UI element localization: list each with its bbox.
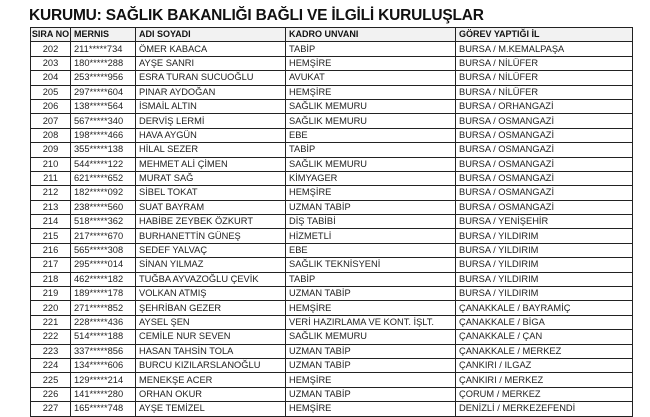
location-cell: BURSA / NİLÜFER bbox=[456, 85, 633, 99]
sira-no-cell: 202 bbox=[31, 42, 71, 56]
name-cell: AYŞE TEMİZEL bbox=[136, 402, 286, 416]
location-cell: BURSA / OSMANGAZİ bbox=[456, 186, 633, 200]
header-kadro-unvani: KADRO UNVANI bbox=[286, 28, 456, 42]
table-row bbox=[31, 258, 633, 272]
mernis-cell: 514*****188 bbox=[71, 330, 136, 344]
mernis-cell: 462*****182 bbox=[71, 272, 136, 286]
location-cell: BURSA / OSMANGAZİ bbox=[456, 128, 633, 142]
location-cell: ÇANAKKALE / BAYRAMİÇ bbox=[456, 301, 633, 315]
title-cell: HEMŞİRE bbox=[286, 373, 456, 387]
header-gorev-yaptigi-il: GÖREV YAPTIĞI İL bbox=[456, 28, 633, 42]
title-cell: HEMŞİRE bbox=[286, 186, 456, 200]
table-row bbox=[31, 387, 633, 401]
location-cell: BURSA / YILDIRIM bbox=[456, 272, 633, 286]
name-cell: HABİBE ZEYBEK ÖZKURT bbox=[136, 215, 286, 229]
mernis-cell: 518*****362 bbox=[71, 215, 136, 229]
title-cell: HEMŞİRE bbox=[286, 85, 456, 99]
sira-no-cell: 210 bbox=[31, 157, 71, 171]
table-row bbox=[31, 85, 633, 99]
sira-no-cell: 225 bbox=[31, 373, 71, 387]
personnel-table bbox=[30, 27, 633, 417]
mernis-cell: 253*****956 bbox=[71, 71, 136, 85]
table-row bbox=[31, 272, 633, 286]
table-row bbox=[31, 186, 633, 200]
table-header-row bbox=[31, 28, 633, 42]
title-cell: SAĞLIK MEMURU bbox=[286, 114, 456, 128]
title-cell: UZMAN TABİP bbox=[286, 344, 456, 358]
table-row bbox=[31, 315, 633, 329]
name-cell: ŞEHRİBAN GEZER bbox=[136, 301, 286, 315]
location-cell: BURSA / OSMANGAZİ bbox=[456, 200, 633, 214]
table-row bbox=[31, 56, 633, 70]
sira-no-cell: 216 bbox=[31, 243, 71, 257]
name-cell: HASAN TAHSİN TOLA bbox=[136, 344, 286, 358]
table-row bbox=[31, 157, 633, 171]
name-cell: SİBEL TOKAT bbox=[136, 186, 286, 200]
name-cell: ESRA TURAN SUCUOĞLU bbox=[136, 71, 286, 85]
sira-no-cell: 215 bbox=[31, 229, 71, 243]
sira-no-cell: 226 bbox=[31, 387, 71, 401]
sira-no-cell: 220 bbox=[31, 301, 71, 315]
title-cell: DİŞ TABİBİ bbox=[286, 215, 456, 229]
location-cell: BURSA / YILDIRIM bbox=[456, 287, 633, 301]
sira-no-cell: 207 bbox=[31, 114, 71, 128]
table-row bbox=[31, 402, 633, 416]
name-cell: AYŞE SANRI bbox=[136, 56, 286, 70]
title-cell: SAĞLIK MEMURU bbox=[286, 99, 456, 113]
location-cell: ÇANAKKALE / ÇAN bbox=[456, 330, 633, 344]
mernis-cell: 621*****652 bbox=[71, 171, 136, 185]
name-cell: MENEKŞE ACER bbox=[136, 373, 286, 387]
title-cell: HİZMETLİ bbox=[286, 229, 456, 243]
table-row bbox=[31, 42, 633, 56]
location-cell: BURSA / YILDIRIM bbox=[456, 243, 633, 257]
mernis-cell: 217*****670 bbox=[71, 229, 136, 243]
sira-no-cell: 213 bbox=[31, 200, 71, 214]
mernis-cell: 271*****852 bbox=[71, 301, 136, 315]
title-cell: VERİ HAZIRLAMA VE KONT. İŞLT. bbox=[286, 315, 456, 329]
document-title: KURUMU: SAĞLIK BAKANLIĞI BAĞLI VE İLGİLİ KURULUŞLAR bbox=[29, 7, 484, 24]
sira-no-cell: 212 bbox=[31, 186, 71, 200]
title-cell: HEMŞİRE bbox=[286, 301, 456, 315]
table-row bbox=[31, 287, 633, 301]
location-cell: BURSA / OSMANGAZİ bbox=[456, 157, 633, 171]
location-cell: ÇANAKKALE / BİGA bbox=[456, 315, 633, 329]
mernis-cell: 129*****214 bbox=[71, 373, 136, 387]
name-cell: TUĞBA AYVAZOĞLU ÇEVİK bbox=[136, 272, 286, 286]
sira-no-cell: 223 bbox=[31, 344, 71, 358]
table-row bbox=[31, 215, 633, 229]
mernis-cell: 567*****340 bbox=[71, 114, 136, 128]
title-cell: UZMAN TABİP bbox=[286, 358, 456, 372]
name-cell: ORHAN OKUR bbox=[136, 387, 286, 401]
name-cell: CEMİLE NUR SEVEN bbox=[136, 330, 286, 344]
title-cell: UZMAN TABİP bbox=[286, 200, 456, 214]
table-row bbox=[31, 71, 633, 85]
mernis-cell: 180*****288 bbox=[71, 56, 136, 70]
title-cell: EBE bbox=[286, 128, 456, 142]
mernis-cell: 565*****308 bbox=[71, 243, 136, 257]
header-mernis: MERNIS bbox=[71, 28, 136, 42]
location-cell: ÇANAKKALE / MERKEZ bbox=[456, 344, 633, 358]
location-cell: BURSA / YILDIRIM bbox=[456, 229, 633, 243]
sira-no-cell: 217 bbox=[31, 258, 71, 272]
sira-no-cell: 208 bbox=[31, 128, 71, 142]
table-row bbox=[31, 301, 633, 315]
name-cell: ÖMER KABACA bbox=[136, 42, 286, 56]
table-row bbox=[31, 200, 633, 214]
table-row bbox=[31, 373, 633, 387]
sira-no-cell: 227 bbox=[31, 402, 71, 416]
table-row bbox=[31, 243, 633, 257]
name-cell: SUAT BAYRAM bbox=[136, 200, 286, 214]
location-cell: BURSA / YENİŞEHİR bbox=[456, 215, 633, 229]
table-row bbox=[31, 143, 633, 157]
name-cell: SEDEF YALVAÇ bbox=[136, 243, 286, 257]
sira-no-cell: 221 bbox=[31, 315, 71, 329]
title-cell: UZMAN TABİP bbox=[286, 287, 456, 301]
header-sira-no: SIRA NO bbox=[31, 28, 71, 42]
name-cell: DERVİŞ LERMİ bbox=[136, 114, 286, 128]
title-cell: UZMAN TABİP bbox=[286, 387, 456, 401]
sira-no-cell: 224 bbox=[31, 358, 71, 372]
mernis-cell: 211*****734 bbox=[71, 42, 136, 56]
sira-no-cell: 203 bbox=[31, 56, 71, 70]
table-row bbox=[31, 344, 633, 358]
title-cell: SAĞLIK MEMURU bbox=[286, 330, 456, 344]
mernis-cell: 295*****014 bbox=[71, 258, 136, 272]
mernis-cell: 141*****280 bbox=[71, 387, 136, 401]
name-cell: VOLKAN ATMIŞ bbox=[136, 287, 286, 301]
location-cell: BURSA / ORHANGAZİ bbox=[456, 99, 633, 113]
name-cell: SİNAN YILMAZ bbox=[136, 258, 286, 272]
mernis-cell: 355*****138 bbox=[71, 143, 136, 157]
title-cell: HEMŞİRE bbox=[286, 56, 456, 70]
table-row bbox=[31, 229, 633, 243]
sira-no-cell: 204 bbox=[31, 71, 71, 85]
table-row bbox=[31, 128, 633, 142]
sira-no-cell: 211 bbox=[31, 171, 71, 185]
title-cell: TABİP bbox=[286, 272, 456, 286]
title-cell: AVUKAT bbox=[286, 71, 456, 85]
location-cell: BURSA / NİLÜFER bbox=[456, 56, 633, 70]
mernis-cell: 138*****564 bbox=[71, 99, 136, 113]
name-cell: AYSEL ŞEN bbox=[136, 315, 286, 329]
sira-no-cell: 219 bbox=[31, 287, 71, 301]
name-cell: BURCU KIZILARSLANOĞLU bbox=[136, 358, 286, 372]
name-cell: BURHANETTİN GÜNEŞ bbox=[136, 229, 286, 243]
mernis-cell: 189*****178 bbox=[71, 287, 136, 301]
table-row bbox=[31, 114, 633, 128]
mernis-cell: 198*****466 bbox=[71, 128, 136, 142]
title-cell: SAĞLIK TEKNİSYENİ bbox=[286, 258, 456, 272]
sira-no-cell: 209 bbox=[31, 143, 71, 157]
table-row bbox=[31, 171, 633, 185]
name-cell: MEHMET ALİ ÇİMEN bbox=[136, 157, 286, 171]
table-row bbox=[31, 99, 633, 113]
mernis-cell: 238*****560 bbox=[71, 200, 136, 214]
sira-no-cell: 206 bbox=[31, 99, 71, 113]
location-cell: ÇANKIRI / ILGAZ bbox=[456, 358, 633, 372]
mernis-cell: 134*****606 bbox=[71, 358, 136, 372]
mernis-cell: 297*****604 bbox=[71, 85, 136, 99]
location-cell: DENİZLİ / MERKEZEFENDİ bbox=[456, 402, 633, 416]
location-cell: BURSA / OSMANGAZİ bbox=[456, 114, 633, 128]
name-cell: MURAT SAĞ bbox=[136, 171, 286, 185]
mernis-cell: 182*****092 bbox=[71, 186, 136, 200]
header-adi-soyadi: ADI SOYADI bbox=[136, 28, 286, 42]
location-cell: BURSA / M.KEMALPAŞA bbox=[456, 42, 633, 56]
table-row bbox=[31, 330, 633, 344]
sira-no-cell: 205 bbox=[31, 85, 71, 99]
name-cell: PINAR AYDOĞAN bbox=[136, 85, 286, 99]
title-cell: EBE bbox=[286, 243, 456, 257]
location-cell: BURSA / OSMANGAZİ bbox=[456, 171, 633, 185]
location-cell: ÇORUM / MERKEZ bbox=[456, 387, 633, 401]
location-cell: ÇANKIRI / MERKEZ bbox=[456, 373, 633, 387]
location-cell: BURSA / YILDIRIM bbox=[456, 258, 633, 272]
title-cell: HEMŞİRE bbox=[286, 402, 456, 416]
title-cell: SAĞLIK MEMURU bbox=[286, 157, 456, 171]
sira-no-cell: 222 bbox=[31, 330, 71, 344]
title-cell: TABİP bbox=[286, 143, 456, 157]
mernis-cell: 165*****748 bbox=[71, 402, 136, 416]
location-cell: BURSA / OSMANGAZİ bbox=[456, 143, 633, 157]
sira-no-cell: 218 bbox=[31, 272, 71, 286]
mernis-cell: 337*****856 bbox=[71, 344, 136, 358]
title-cell: KİMYAGER bbox=[286, 171, 456, 185]
title-cell: TABİP bbox=[286, 42, 456, 56]
location-cell: BURSA / NİLÜFER bbox=[456, 71, 633, 85]
sira-no-cell: 214 bbox=[31, 215, 71, 229]
mernis-cell: 544*****122 bbox=[71, 157, 136, 171]
mernis-cell: 228*****436 bbox=[71, 315, 136, 329]
name-cell: İSMAİL ALTIN bbox=[136, 99, 286, 113]
name-cell: HAVA AYGÜN bbox=[136, 128, 286, 142]
name-cell: HİLAL SEZER bbox=[136, 143, 286, 157]
table-row bbox=[31, 358, 633, 372]
